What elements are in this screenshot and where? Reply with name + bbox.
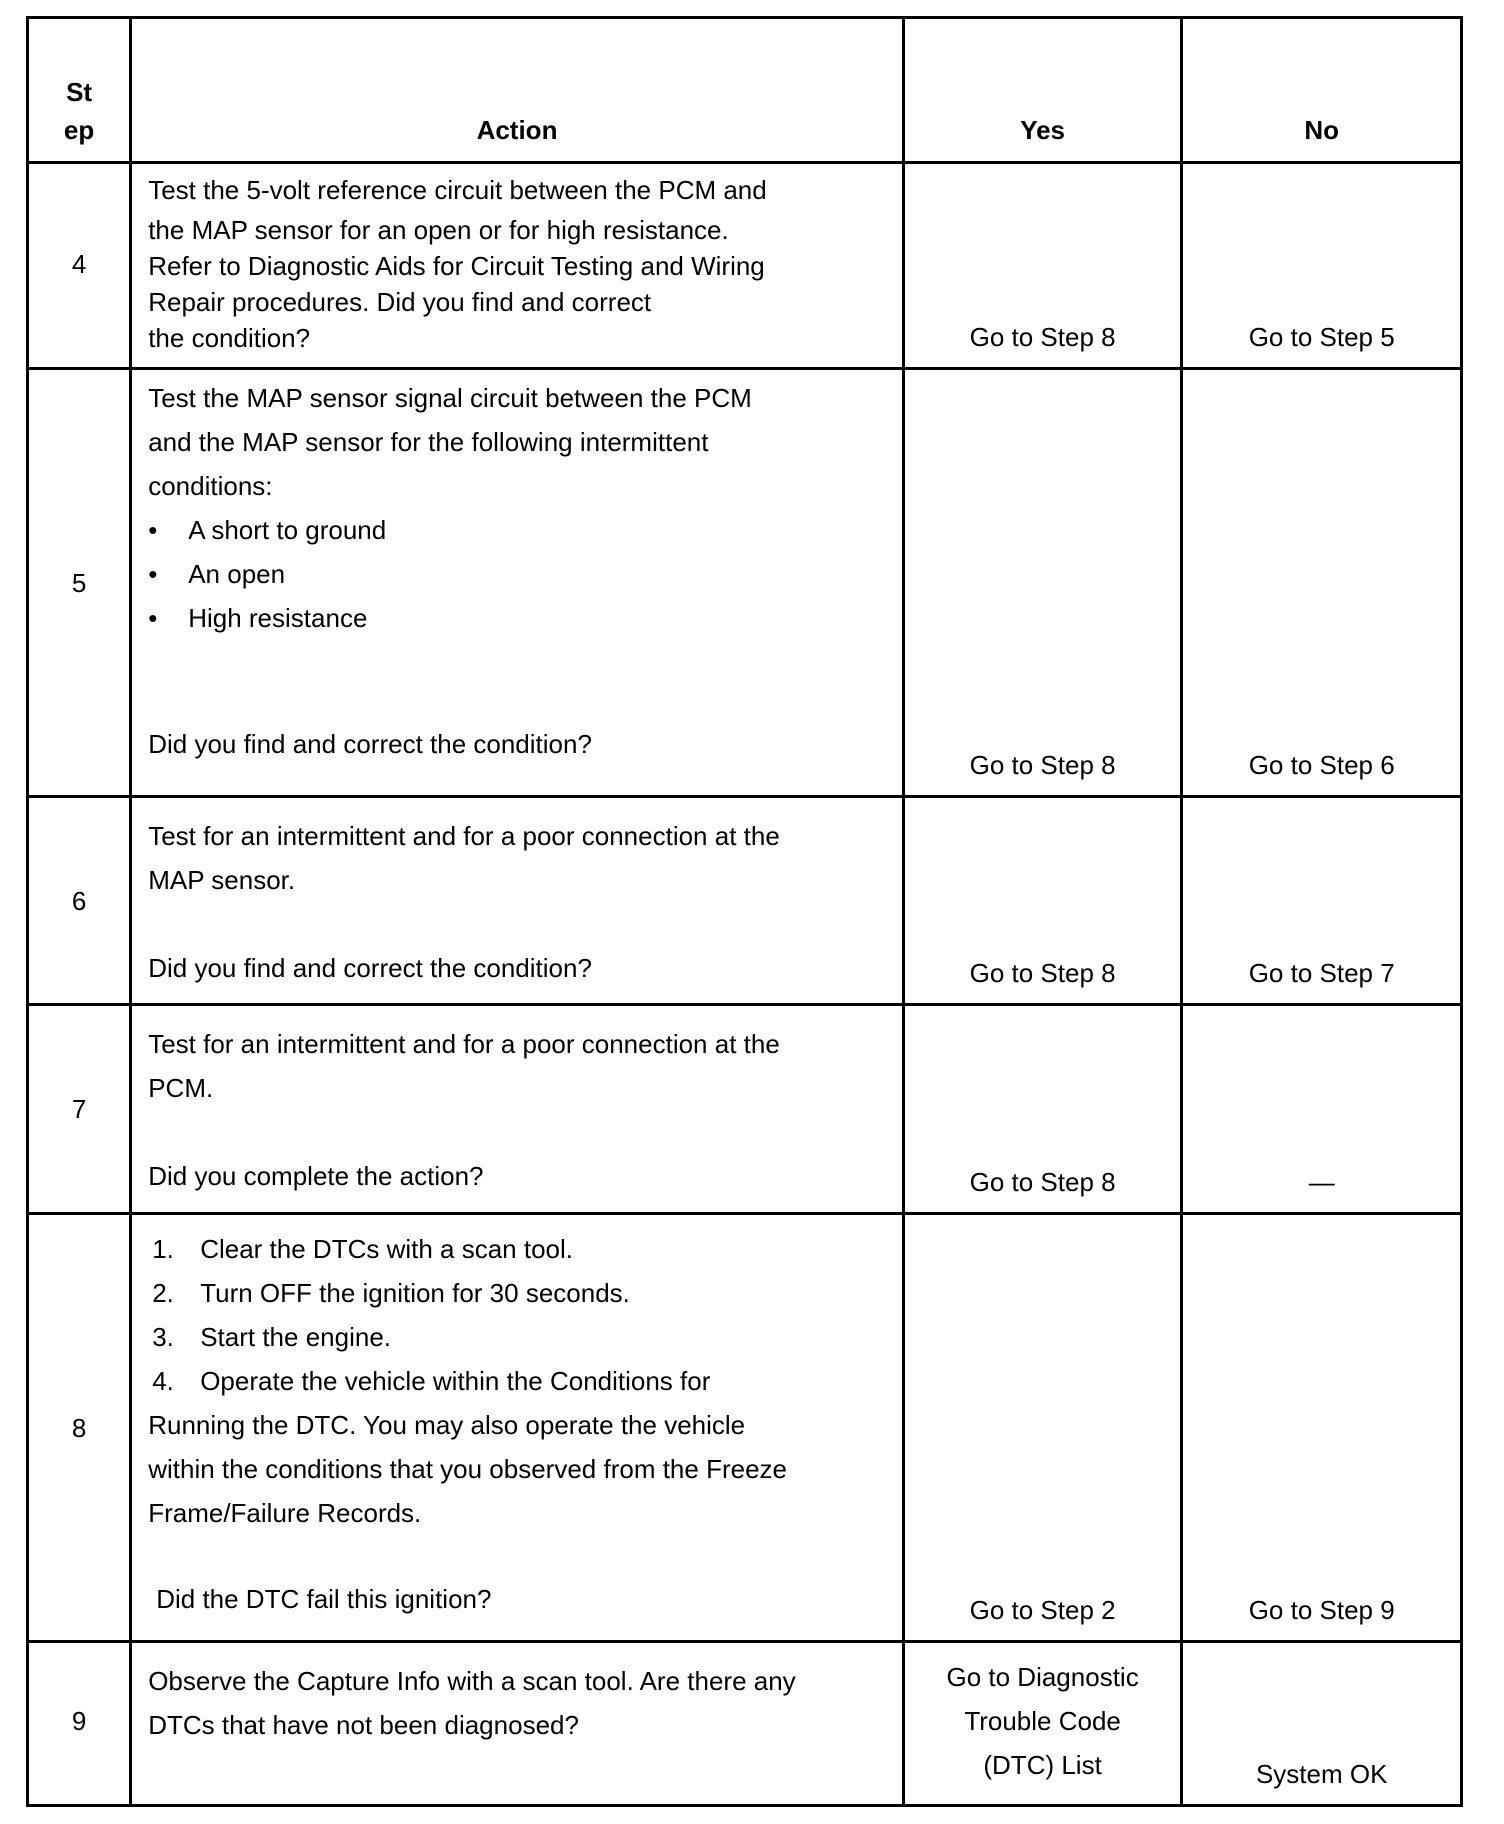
numbered-item: 1. Clear the DTCs with a scan tool. bbox=[152, 1234, 574, 1264]
diagnostic-table bbox=[26, 16, 1463, 1807]
action-cell: Test the 5-volt reference circuit between the PCM and the MAP sensor for an open or for high resistance. Refer to Diagnostic Aids for Circuit Testing and Wiring Repair procedures. Did you find and correct the condition? bbox=[131, 163, 904, 369]
numbered-item: 2. Turn OFF the ignition for 30 seconds. bbox=[152, 1278, 630, 1308]
no-cell: Go to Step 6 bbox=[1182, 369, 1462, 797]
yes-cell: Go to Step 8 bbox=[903, 1005, 1182, 1214]
no-cell: Go to Step 9 bbox=[1182, 1214, 1462, 1642]
no-cell: System OK bbox=[1182, 1642, 1462, 1806]
table-row bbox=[28, 797, 1462, 1005]
question: Did you complete the action? bbox=[148, 1161, 484, 1191]
yes-cell: Go to Step 8 bbox=[903, 797, 1182, 1005]
action-cell: Test the MAP sensor signal circuit between the PCM and the MAP sensor for the following intermittent conditions: • A short to ground • An open • High resistance Did you find and correct the condition? bbox=[131, 369, 904, 797]
question: Did you find and correct the condition? bbox=[148, 953, 592, 983]
table-row bbox=[28, 1214, 1462, 1642]
action-cell: 1. Clear the DTCs with a scan tool. 2. Turn OFF the ignition for 30 seconds. 3. Start the engine. 4. Operate the vehicle within the Conditions for Running the DTC. You may also operate the vehicle within the conditions that you observed from the Freeze Frame/Failure Records. Did the DTC fail this ignition? bbox=[131, 1214, 904, 1642]
question: Did you find and correct the condition? bbox=[148, 729, 592, 759]
question: Did the DTC fail this ignition? bbox=[156, 1584, 492, 1614]
yes-cell: Go to Step 8 bbox=[903, 163, 1182, 369]
header-row bbox=[28, 18, 1462, 163]
bullet-item: • An open bbox=[148, 559, 286, 589]
step-number: 9 bbox=[28, 1642, 131, 1806]
yes-cell: Go to Step 2 bbox=[903, 1214, 1182, 1642]
step-number: 4 bbox=[28, 163, 131, 369]
action-cell: Observe the Capture Info with a scan tool. Are there any DTCs that have not been diagnosed? bbox=[131, 1642, 904, 1806]
table-row bbox=[28, 163, 1462, 369]
bullet-item: • A short to ground bbox=[148, 515, 387, 545]
table-row bbox=[28, 1642, 1462, 1806]
yes-cell: Go to Step 8 bbox=[903, 369, 1182, 797]
yes-header: Yes bbox=[903, 18, 1182, 163]
step-header: St ep bbox=[28, 18, 131, 163]
table-row bbox=[28, 1005, 1462, 1214]
no-cell: Go to Step 7 bbox=[1182, 797, 1462, 1005]
step-number: 7 bbox=[28, 1005, 131, 1214]
bullet-item: • High resistance bbox=[148, 603, 368, 633]
step-number: 8 bbox=[28, 1214, 131, 1642]
no-header: No bbox=[1182, 18, 1462, 163]
numbered-item: 3. Start the engine. bbox=[152, 1322, 392, 1352]
no-cell: Go to Step 5 bbox=[1182, 163, 1462, 369]
action-cell: Test for an intermittent and for a poor connection at the MAP sensor. Did you find and correct the condition? bbox=[131, 797, 904, 1005]
action-header: Action bbox=[131, 18, 904, 163]
step-number: 5 bbox=[28, 369, 131, 797]
numbered-item: 4. Operate the vehicle within the Conditions for bbox=[152, 1366, 711, 1396]
action-cell: Test for an intermittent and for a poor connection at the PCM. Did you complete the action? bbox=[131, 1005, 904, 1214]
table-row bbox=[28, 369, 1462, 797]
step-number: 6 bbox=[28, 797, 131, 1005]
no-cell: — bbox=[1182, 1005, 1462, 1214]
yes-cell: Go to Diagnostic Trouble Code (DTC) List bbox=[903, 1642, 1182, 1806]
